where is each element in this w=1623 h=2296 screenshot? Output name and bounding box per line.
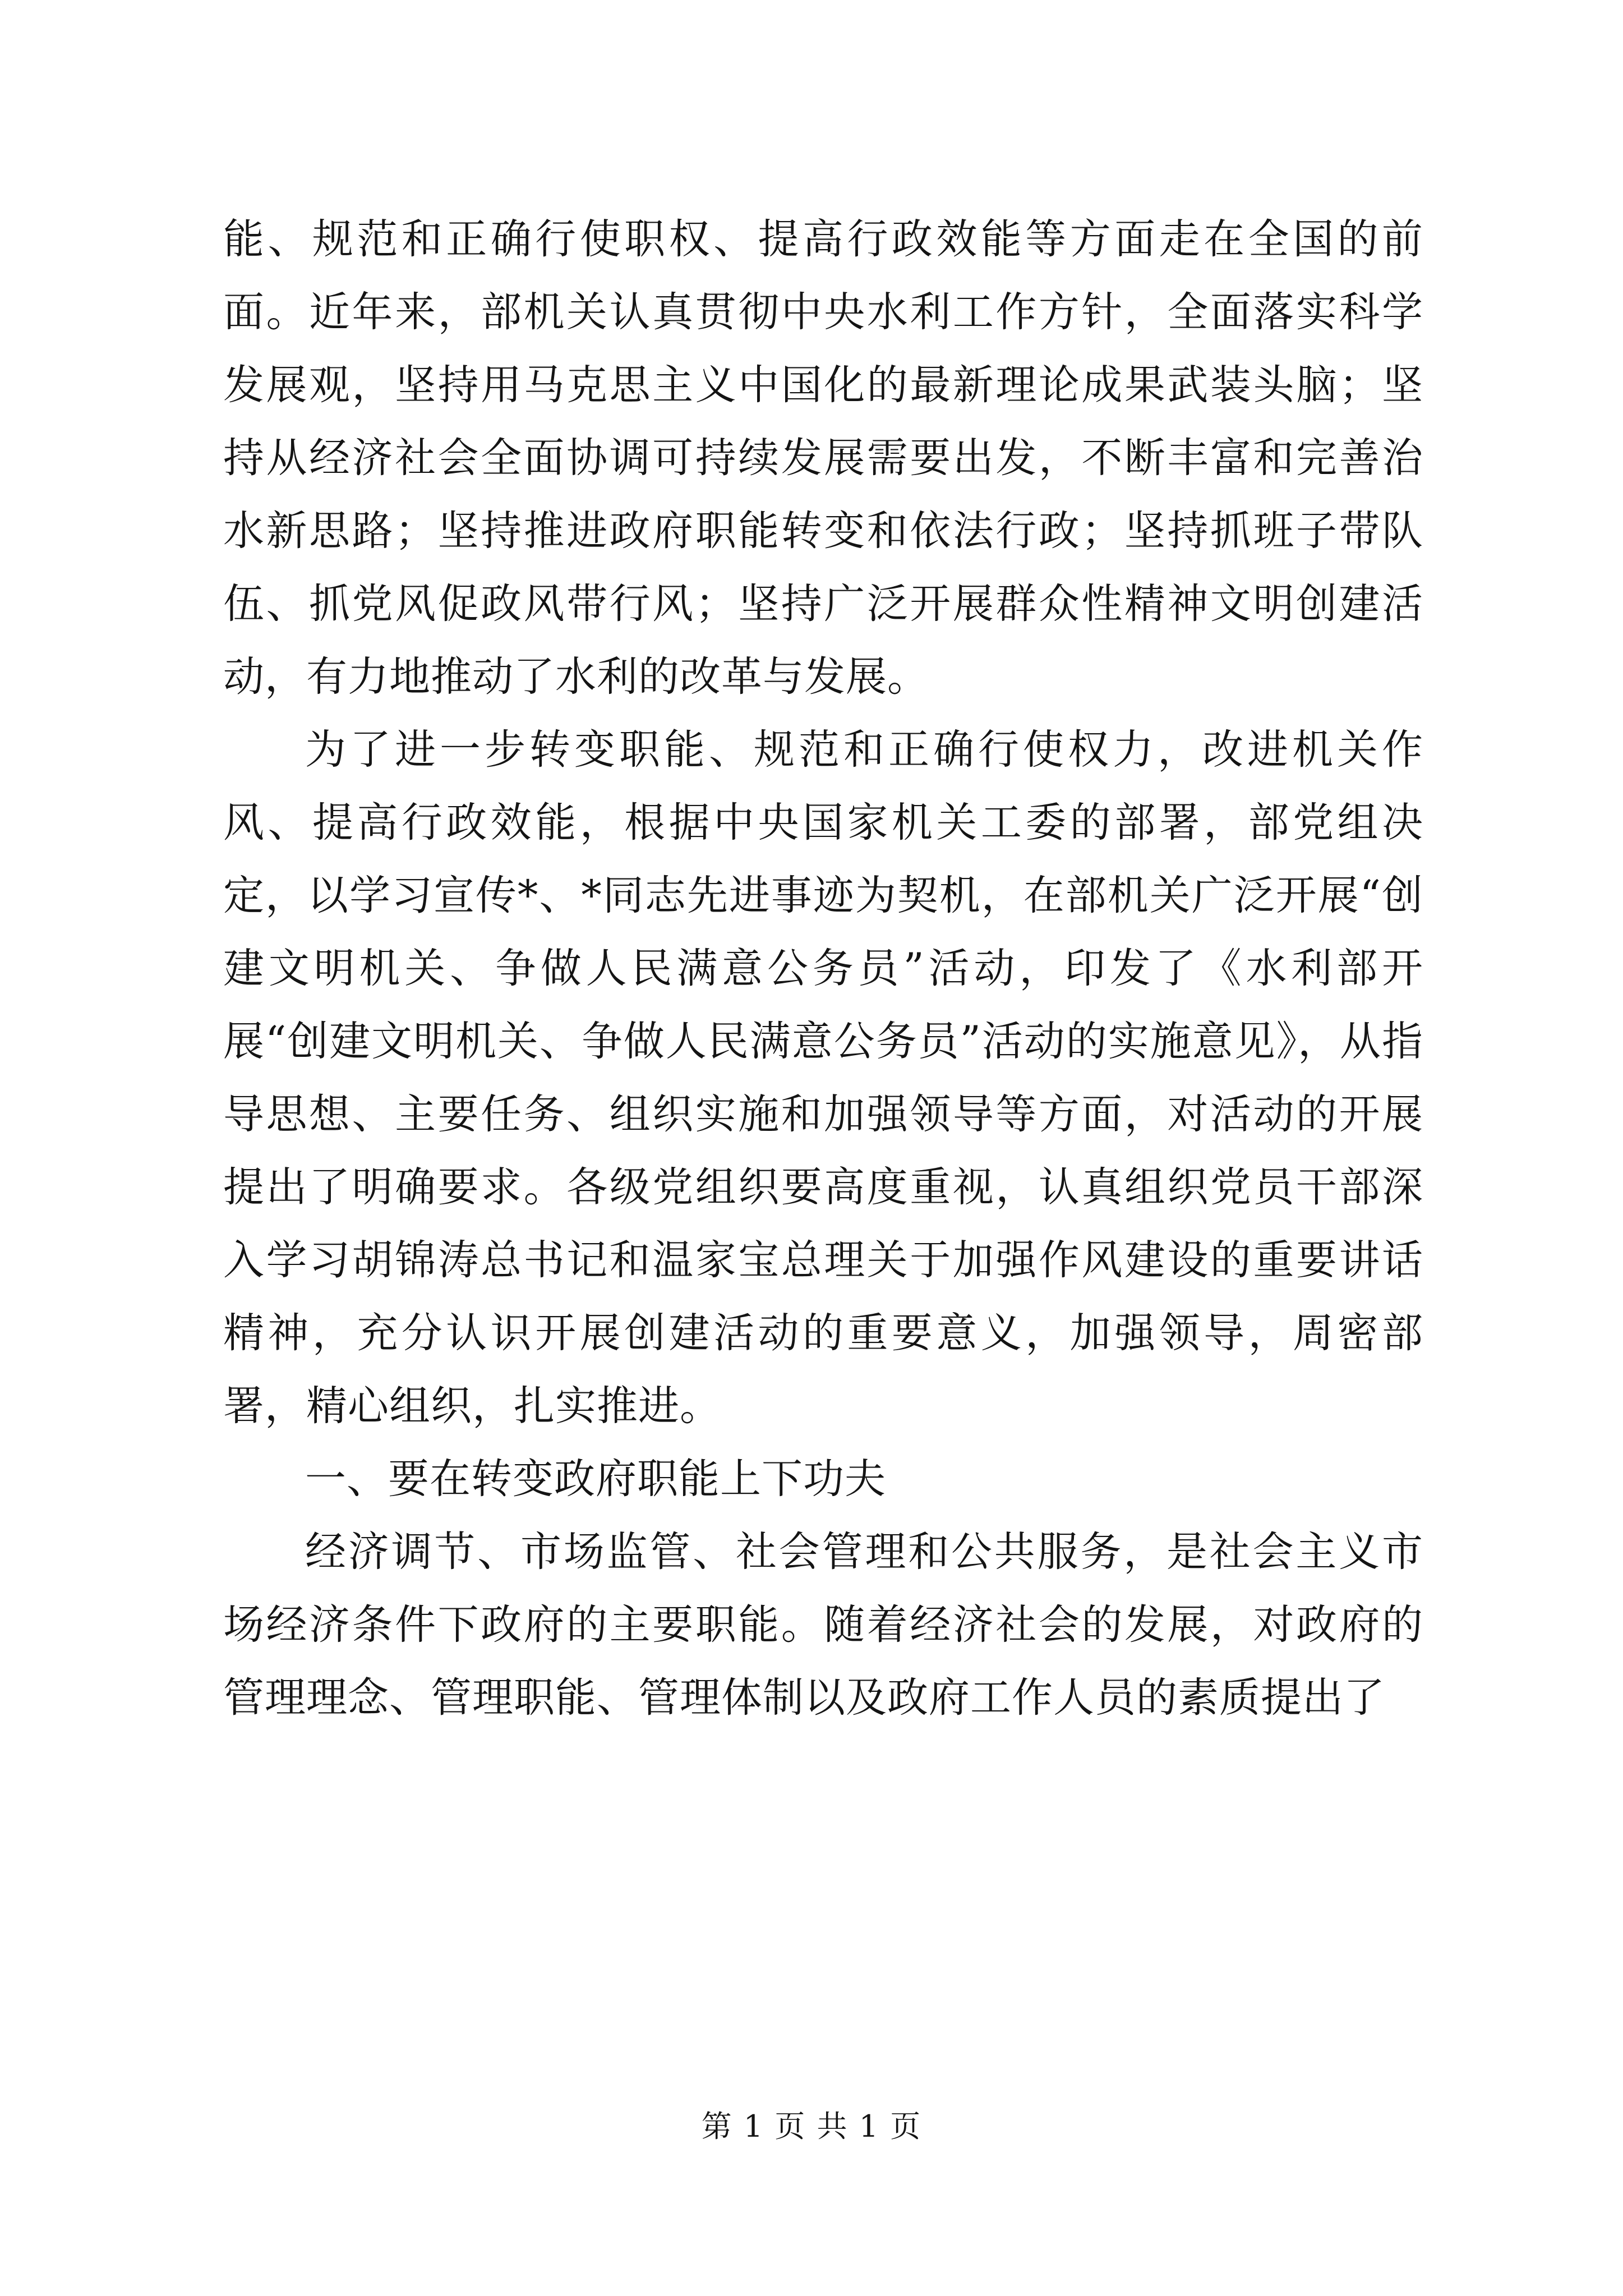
page-footer: 第 1 页 共 1 页	[701, 2109, 922, 2144]
paragraph-implementation: 为了进一步转变职能、规范和正确行使权力，改进机关作风、提高行政效能，根据中央国家机关工委的部署，部党组决定，以学习宣传*、*同志先进事迹为契机，在部机关广泛开展“创建文明机关、争做人民满意公务员”活动，印发了《水利部开展“创建文明机关、争做人民满意公务员”活动的实施意见》，从指导思想、主要任务、组织实施和加强领导等方面，对活动的开展提出了明确要求。各级党组织要高度重视，认真组织党员干部深入学习胡锦涛总书记和温家宝总理关于加强作风建设的重要讲话精神，充分认识开展创建活动的重要意义，加强领导，周密部署，精心组织，扎实推进。	[223, 726, 1423, 1430]
paragraph-government-functions: 经济调节、市场监管、社会管理和公共服务，是社会主义市场经济条件下政府的主要职能。随着经济社会的发展，对政府的管理理念、管理职能、管理体制以及政府工作人员的素质提出了	[223, 1528, 1423, 1722]
paragraph-continuation: 能、规范和正确行使职权、提高行政效能等方面走在全国的前面。近年来，部机关认真贯彻中央水利工作方针，全面落实科学发展观，坚持用马克思主义中国化的最新理论成果武装头脑；坚持从经济社会全面协调可持续发展需要出发，不断丰富和完善治水新思路；坚持推进政府职能转变和依法行政；坚持抓班子带队伍、抓党风促政风带行风；坚持广泛开展群众性精神文明创建活动，有力地推动了水利的改革与发展。	[223, 215, 1423, 701]
document-body	[223, 203, 1423, 1734]
section-heading: 一、要在转变政府职能上下功夫	[305, 1455, 886, 1503]
